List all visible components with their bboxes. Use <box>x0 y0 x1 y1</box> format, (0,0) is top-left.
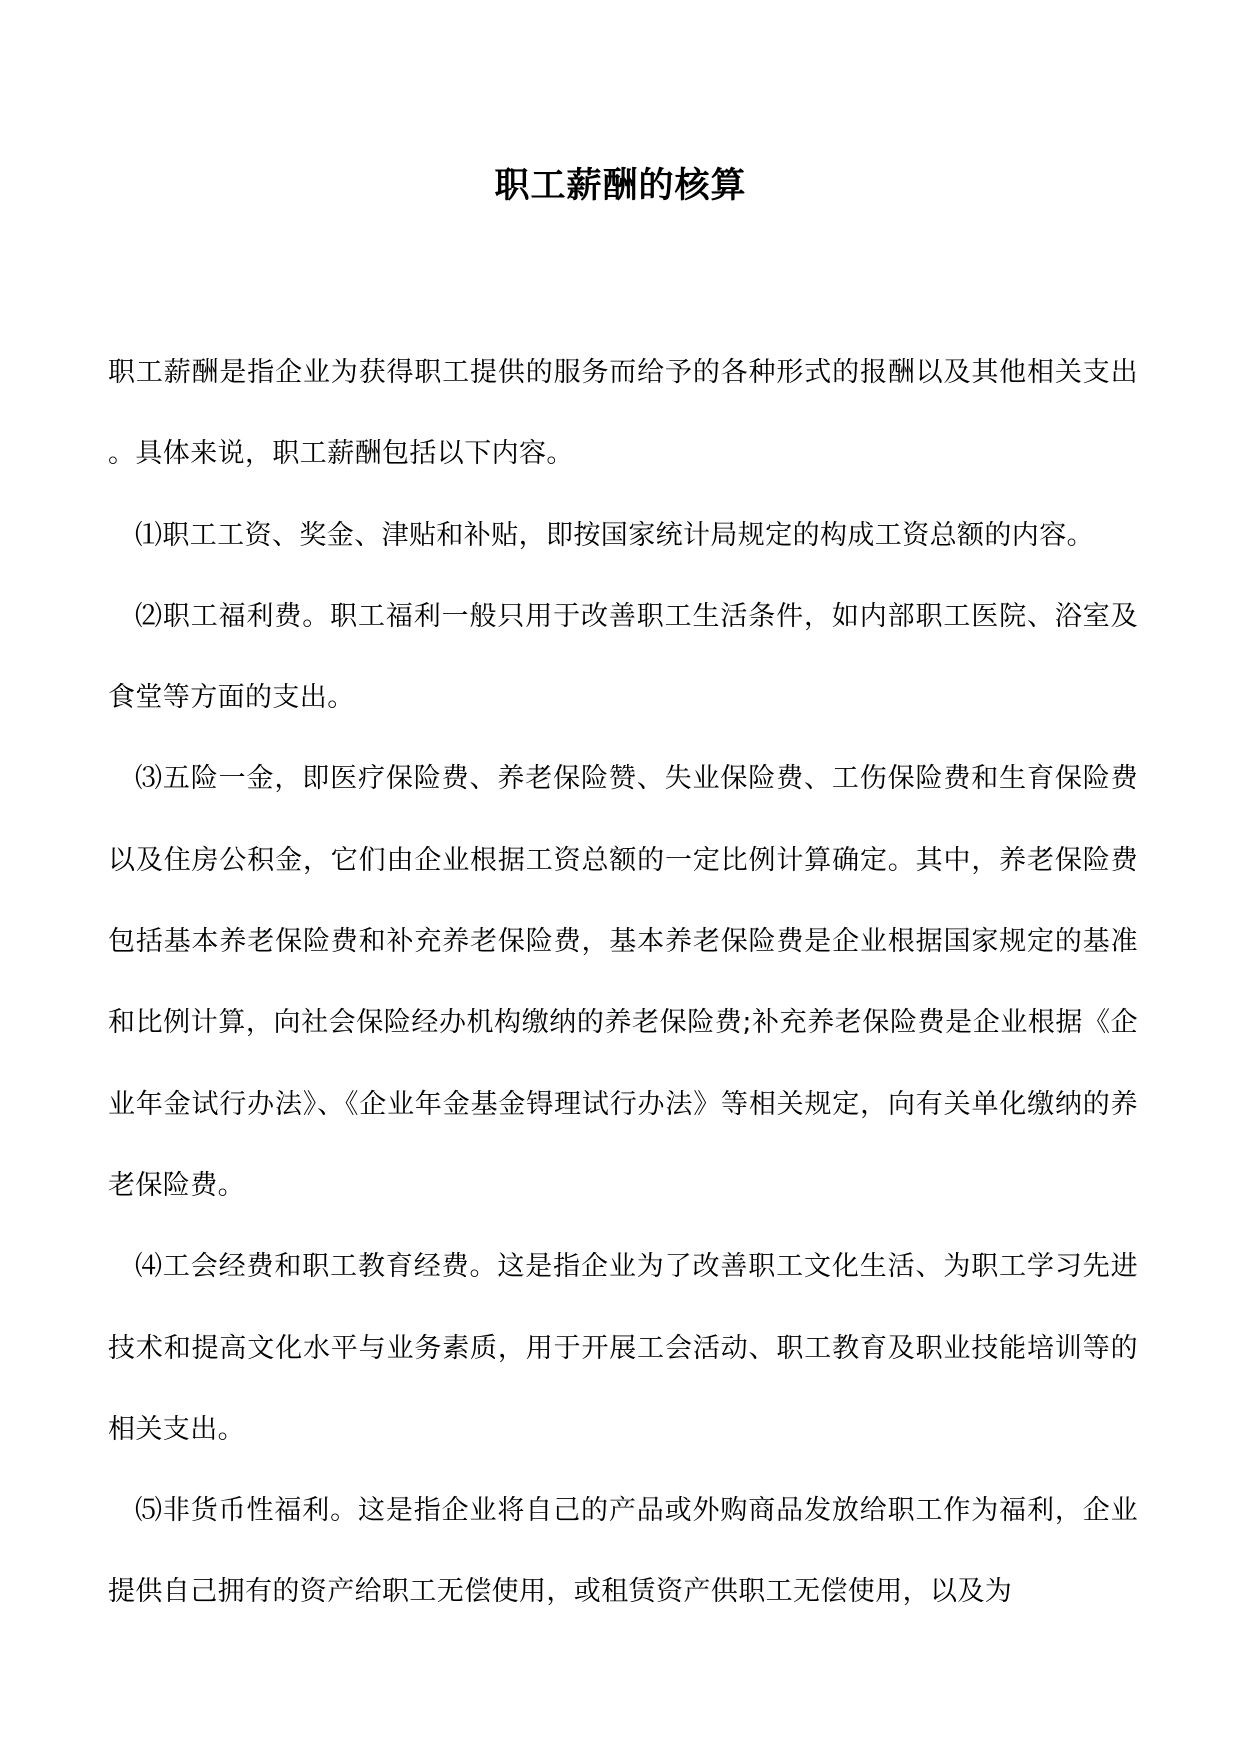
document-title: 职工薪酬的核算 <box>494 166 747 206</box>
item-5-paragraph: ⑸非货币性福利。这是指企业将自己的产品或外购商品发放给职工作为福利，企业提供自己拥有的资产给职工无偿使用，或租赁资产供职工无偿使用，以及为 <box>108 1495 1138 1608</box>
document-body <box>108 332 1138 1633</box>
item-3-paragraph: ⑶五险一金，即医疗保险费、养老保险赞、失业保险费、工伤保险费和生育保险费以及住房公积金，它们由企业根据工资总额的一定比例计算确定。其中，养老保险费包括基本养老保险费和补充养老保险费，基本养老保险费是企业根据国家规定的基准和比例计算，向社会保险经办机构缴纳的养老保险费;补充养老保险费是企业根据《企业年金试行办法》、《企业年金基金锝理试行办法》等相关规定，向有关单化缴纳的养老保险费。 <box>108 763 1138 1201</box>
item-2-paragraph: ⑵职工福利费。职工福利一般只用于改善职工生活条件，如内部职工医院、浴室及食堂等方面的支出。 <box>108 600 1138 714</box>
item-4-paragraph: ⑷工会经费和职工教育经费。这是指企业为了改善职工文化生活、为职工学习先进技术和提高文化水平与业务素质，用于开展工会活动、职工教育及职业技能培训等的相关支出。 <box>108 1251 1138 1445</box>
intro-paragraph: 职工薪酬是指企业为获得职工提供的服务而给予的各种形式的报酬以及其他相关支出。具体来说，职工薪酬包括以下内容。 <box>108 357 1138 470</box>
item-1-paragraph: ⑴职工工资、奖金、津贴和补贴，即按国家统计局规定的构成工资总额的内容。 <box>135 519 1094 551</box>
